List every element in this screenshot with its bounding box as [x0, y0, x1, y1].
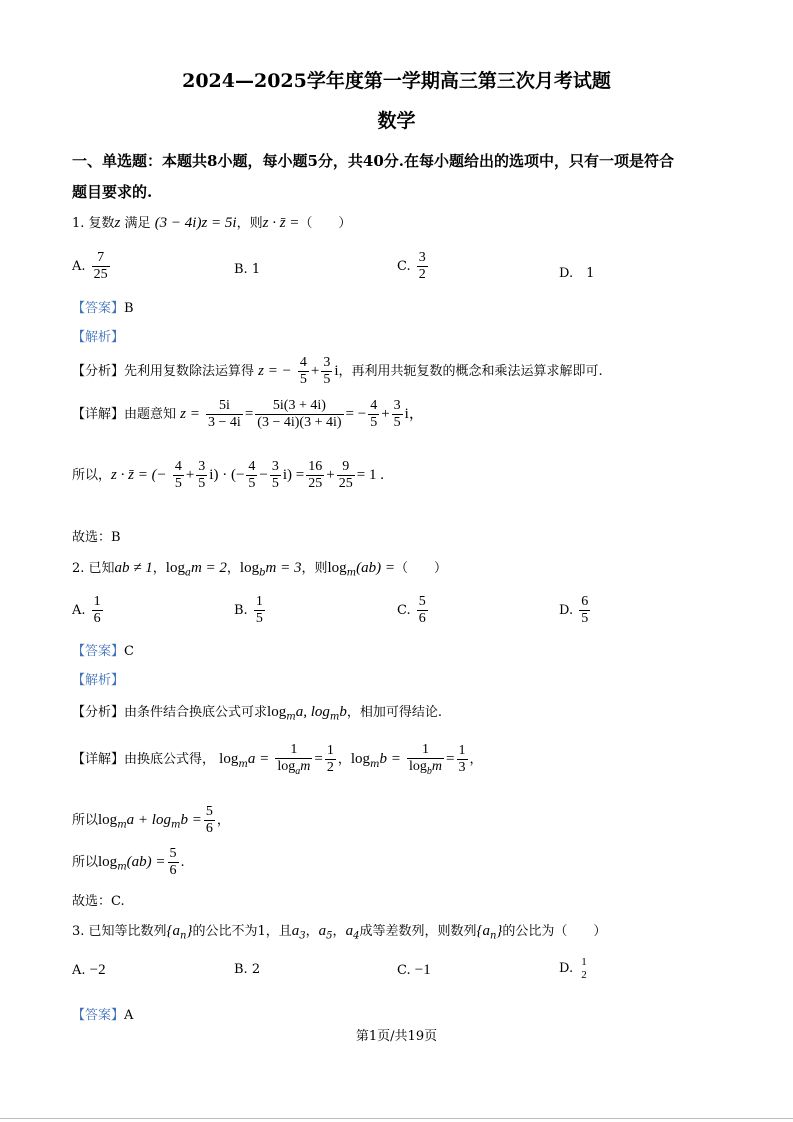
q2-option-b: B. $\frac{1}{5}$ [234, 594, 263, 627]
q3-option-d: D. 1 2 [559, 956, 587, 981]
q1-option-d: D. 1 [559, 266, 595, 281]
section-heading-line2: 题目要求的. [72, 183, 153, 201]
q1-fenxi: 【分析】先利用复数除法运算得 z = − $\frac{4}{5}$ + $\frac{3}{5}$ i，再利用共轭复数的概念和乘法运算求解即可. [72, 355, 603, 388]
bottom-divider [0, 1118, 793, 1119]
q2-option-c: C. $\frac{5}{6}$ [397, 594, 426, 627]
question-3: 3. 已知等比数列$\{a_n\}$的公比不为1，且$a_3$，$a_5$，$a_4$成等差数列，则数列$\{a_n\}$的公比为（ ） [72, 923, 607, 942]
q1-xiangjie: 【详解】由题意知 z = $\frac{5i}{3 - 4i}$ = $\frac{5i(3 + 4i)}{(3 - 4i)(3 + 4i)}$ = − $\frac{4}{5}$ + $\frac{3}{5}$ i， [72, 398, 424, 431]
page-title: 2024—2025学年度第一学期高三第三次月考试题 [182, 70, 611, 92]
q2-xiangjie: 【详解】由换底公式得， $\log_ma$ = $\frac{1}{\log_am}$ = $\frac{1}{2}$ ，$\log_mb$ = $\frac{1}{\log_bm}$ = $\frac{1}{3}$ ， [72, 742, 483, 777]
q1-option-c: C. $\frac{3}{2}$ [397, 250, 426, 283]
q2-answer: 【答案】C [72, 644, 134, 659]
q2-choose: 故选：C. [72, 894, 125, 909]
q2-so2: 所以$\log_m(ab)$ = $\frac{5}{6}$ . [72, 846, 185, 879]
q3-option-a: A. −2 [72, 962, 106, 978]
q1-answer: 【答案】B [72, 301, 134, 316]
q3-option-c: C. −1 [397, 962, 431, 978]
q1-option-b: B. 1 [234, 262, 261, 277]
q3-option-b: B. 2 [234, 962, 261, 977]
subject-title: 数学 [377, 110, 416, 132]
q1-so: 所以，z · z̄ = (− $\frac{4}{5}$ + $\frac{3}{5}$ i) · (− $\frac{4}{5}$ − $\frac{3}{5}$ i) = $\frac{16}{25}$ + $\frac{9}{25}$ = 1 . [72, 459, 384, 492]
q1-choose: 故选：B [72, 530, 121, 545]
q2-so1: 所以$\log_ma + \log_mb$ = $\frac{5}{6}$ ， [72, 804, 230, 837]
q1-analysis-label: 【解析】 [72, 330, 125, 345]
q2-fenxi: 【分析】由条件结合换底公式可求$\log_ma$, $\log_mb$，相加可得结论. [72, 704, 442, 723]
q3-answer: 【答案】A [72, 1008, 134, 1023]
question-2: 2. 已知ab ≠ 1，$\log_am = 2$，$\log_bm = 3$，则$\log_m(ab)$ =（ ） [72, 560, 448, 579]
section-heading-line1: 一、单选题：本题共8小题，每小题5分，共40分.在每小题给出的选项中，只有一项是符合 [72, 152, 674, 170]
q2-option-a: A. $\frac{1}{6}$ [72, 594, 101, 627]
q2-option-d: D. $\frac{6}{5}$ [559, 594, 589, 627]
q1-option-a: A. $\frac{7}{25}$ [72, 250, 108, 283]
page-footer: 第1页/共19页 [355, 1029, 438, 1044]
question-1: 1. 复数z 满足 (3 − 4i)z = 5i，则z · z̄ =（ ） [72, 215, 352, 231]
q2-analysis-label: 【解析】 [72, 673, 125, 688]
